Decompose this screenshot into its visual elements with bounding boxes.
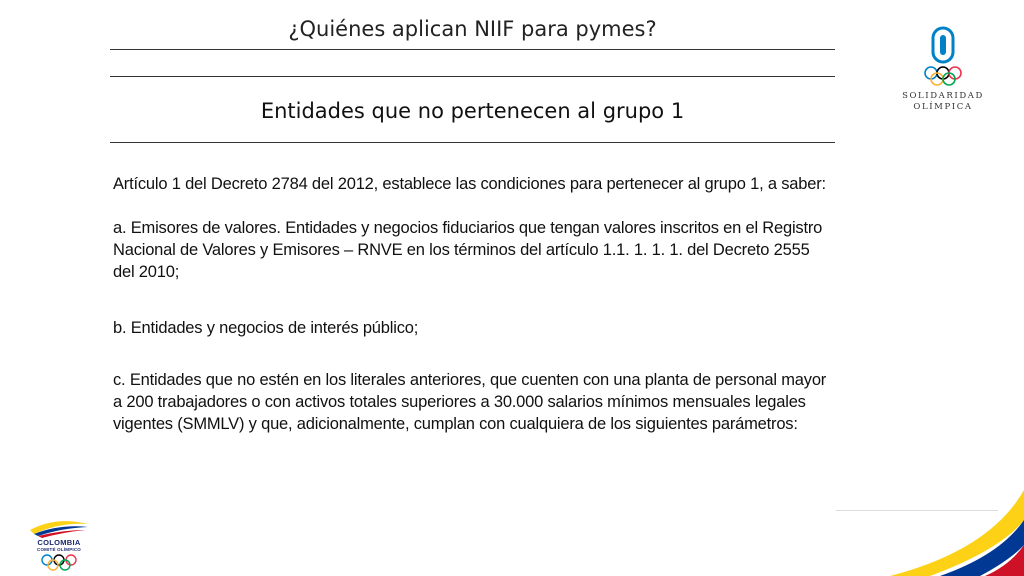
logo-text-line2: COMITÉ OLÍMPICO <box>37 547 81 552</box>
logo-text-line1: SOLIDARIDAD <box>902 91 984 101</box>
section-heading: Entidades que no pertenecen al grupo 1 <box>260 99 685 123</box>
colombia-comite-olimpico-logo <box>26 518 92 574</box>
slide-body <box>113 173 835 435</box>
paragraph-intro: Artículo 1 del Decreto 2784 del 2012, establece las condiciones para pertenecer al grupo 1, a saber: <box>113 175 826 193</box>
slide-title: ¿Quiénes aplican NIIF para pymes? <box>288 17 657 41</box>
colombia-flag-swoosh-icon <box>26 518 92 538</box>
paragraph-item-c: c. Entidades que no estén en los literales anteriores, que cuenten con una planta de personal mayor a 200 trabajadores o con activos totales superiores a 30.000 salarios mínimos mensuales legales vigentes (SMMLV) y que, adicionalmente, cumplan con cualquiera de los siguientes parámetros: <box>113 371 827 433</box>
paragraph-item-b: b. Entidades y negocios de interés público; <box>113 319 419 337</box>
logo-text-line1: COLOMBIA <box>37 538 81 547</box>
paragraph-item-a: a. Emisores de valores. Entidades y negocios fiduciarios que tengan valores inscritos en el Registro Nacional de Valores y Emisores – RNVE en los términos del artículo 1.1. 1. 1. 1. del Decreto 2555 del 2010; <box>113 219 823 281</box>
torch-emblem-icon <box>895 24 991 88</box>
logo-text-line2: OLÍMPICA <box>913 102 973 112</box>
olympic-rings-icon <box>26 554 92 572</box>
solidaridad-olimpica-logo <box>895 24 991 116</box>
section-divider <box>110 142 835 143</box>
olympic-rings-icon <box>925 67 961 85</box>
decorative-swoosh-icon <box>870 430 1024 576</box>
title-divider-middle <box>110 76 835 77</box>
title-divider-top <box>110 49 835 50</box>
